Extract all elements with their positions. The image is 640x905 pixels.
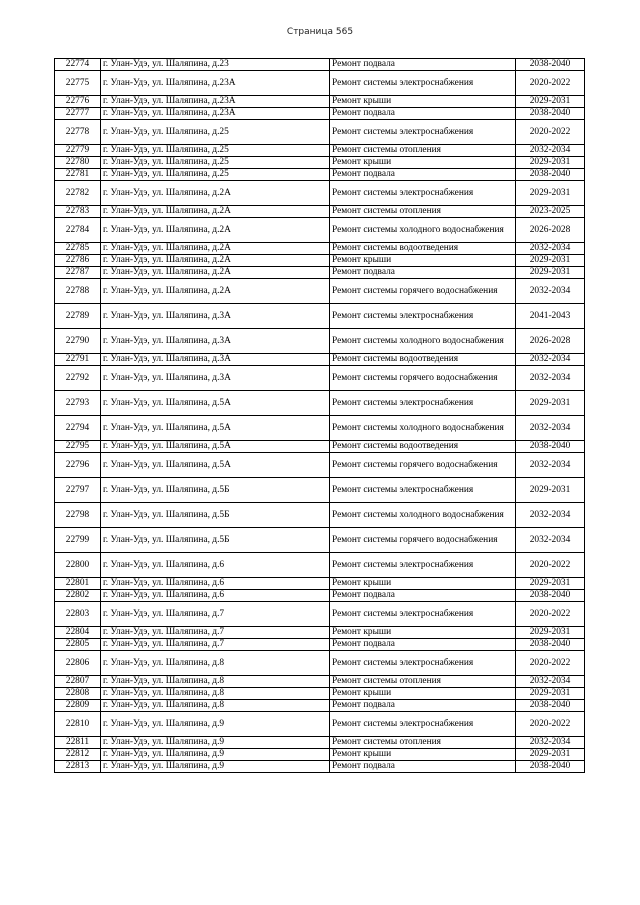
row-number: 22809	[55, 700, 101, 712]
row-period: 2029-2031	[516, 267, 585, 279]
row-address: г. Улан-Удэ, ул. Шаляпина, д.6	[101, 578, 330, 590]
row-period: 2029-2031	[516, 688, 585, 700]
row-number: 22794	[55, 416, 101, 441]
row-address: г. Улан-Удэ, ул. Шаляпина, д.2А	[101, 181, 330, 206]
row-period: 2029-2031	[516, 478, 585, 503]
row-work-type: Ремонт системы горячего водоснабжения	[330, 366, 516, 391]
row-work-type: Ремонт системы отопления	[330, 206, 516, 218]
row-number: 22813	[55, 761, 101, 773]
row-period: 2026-2028	[516, 218, 585, 243]
table-row	[55, 243, 585, 255]
table-row	[55, 602, 585, 627]
row-work-type: Ремонт системы электроснабжения	[330, 712, 516, 737]
row-address: г. Улан-Удэ, ул. Шаляпина, д.25	[101, 169, 330, 181]
row-period: 2026-2028	[516, 329, 585, 354]
row-number: 22779	[55, 145, 101, 157]
table-row	[55, 59, 585, 71]
row-work-type: Ремонт подвала	[330, 267, 516, 279]
row-number: 22801	[55, 578, 101, 590]
table-row	[55, 700, 585, 712]
row-address: г. Улан-Удэ, ул. Шаляпина, д.2А	[101, 279, 330, 304]
row-address: г. Улан-Удэ, ул. Шаляпина, д.23А	[101, 71, 330, 96]
table-row	[55, 578, 585, 590]
row-number: 22785	[55, 243, 101, 255]
table-row	[55, 120, 585, 145]
row-address: г. Улан-Удэ, ул. Шаляпина, д.5А	[101, 453, 330, 478]
table-row	[55, 304, 585, 329]
row-work-type: Ремонт системы горячего водоснабжения	[330, 453, 516, 478]
row-work-type: Ремонт крыши	[330, 578, 516, 590]
row-period: 2029-2031	[516, 391, 585, 416]
row-address: г. Улан-Удэ, ул. Шаляпина, д.9	[101, 712, 330, 737]
row-number: 22792	[55, 366, 101, 391]
row-address: г. Улан-Удэ, ул. Шаляпина, д.25	[101, 120, 330, 145]
table-row	[55, 749, 585, 761]
row-work-type: Ремонт системы отопления	[330, 676, 516, 688]
row-period: 2038-2040	[516, 59, 585, 71]
row-period: 2032-2034	[516, 737, 585, 749]
row-address: г. Улан-Удэ, ул. Шаляпина, д.2А	[101, 243, 330, 255]
row-period: 2038-2040	[516, 639, 585, 651]
row-period: 2029-2031	[516, 749, 585, 761]
table-row	[55, 96, 585, 108]
row-work-type: Ремонт подвала	[330, 169, 516, 181]
row-number: 22796	[55, 453, 101, 478]
row-number: 22800	[55, 553, 101, 578]
row-number: 22793	[55, 391, 101, 416]
row-number: 22791	[55, 354, 101, 366]
table-row	[55, 354, 585, 366]
row-number: 22806	[55, 651, 101, 676]
row-number: 22810	[55, 712, 101, 737]
row-period: 2038-2040	[516, 441, 585, 453]
works-table	[54, 58, 585, 773]
row-address: г. Улан-Удэ, ул. Шаляпина, д.23А	[101, 108, 330, 120]
row-address: г. Улан-Удэ, ул. Шаляпина, д.5Б	[101, 528, 330, 553]
row-work-type: Ремонт подвала	[330, 700, 516, 712]
table-row	[55, 366, 585, 391]
row-address: г. Улан-Удэ, ул. Шаляпина, д.7	[101, 602, 330, 627]
row-work-type: Ремонт системы горячего водоснабжения	[330, 279, 516, 304]
table-row	[55, 676, 585, 688]
table-row	[55, 590, 585, 602]
row-period: 2032-2034	[516, 354, 585, 366]
row-number: 22804	[55, 627, 101, 639]
row-period: 2032-2034	[516, 453, 585, 478]
row-address: г. Улан-Удэ, ул. Шаляпина, д.8	[101, 688, 330, 700]
table-row	[55, 688, 585, 700]
row-address: г. Улан-Удэ, ул. Шаляпина, д.9	[101, 749, 330, 761]
row-number: 22799	[55, 528, 101, 553]
page-header: Страница 565	[286, 27, 354, 37]
row-number: 22787	[55, 267, 101, 279]
table-row	[55, 651, 585, 676]
row-work-type: Ремонт системы холодного водоснабжения	[330, 416, 516, 441]
row-period: 2029-2031	[516, 627, 585, 639]
table-row	[55, 329, 585, 354]
row-work-type: Ремонт подвала	[330, 590, 516, 602]
works-table-body	[55, 59, 585, 773]
table-row	[55, 218, 585, 243]
table-row	[55, 279, 585, 304]
row-period: 2020-2022	[516, 553, 585, 578]
table-row	[55, 71, 585, 96]
row-period: 2038-2040	[516, 169, 585, 181]
row-address: г. Улан-Удэ, ул. Шаляпина, д.2А	[101, 255, 330, 267]
row-work-type: Ремонт системы электроснабжения	[330, 553, 516, 578]
row-address: г. Улан-Удэ, ул. Шаляпина, д.7	[101, 627, 330, 639]
row-address: г. Улан-Удэ, ул. Шаляпина, д.23А	[101, 96, 330, 108]
table-row	[55, 169, 585, 181]
row-number: 22790	[55, 329, 101, 354]
row-address: г. Улан-Удэ, ул. Шаляпина, д.3А	[101, 366, 330, 391]
row-period: 2032-2034	[516, 416, 585, 441]
row-address: г. Улан-Удэ, ул. Шаляпина, д.6	[101, 553, 330, 578]
row-work-type: Ремонт системы электроснабжения	[330, 181, 516, 206]
row-work-type: Ремонт подвала	[330, 761, 516, 773]
table-row	[55, 206, 585, 218]
row-number: 22777	[55, 108, 101, 120]
row-work-type: Ремонт системы водоотведения	[330, 354, 516, 366]
row-work-type: Ремонт подвала	[330, 59, 516, 71]
row-period: 2038-2040	[516, 700, 585, 712]
row-address: г. Улан-Удэ, ул. Шаляпина, д.5А	[101, 441, 330, 453]
table-row	[55, 267, 585, 279]
row-number: 22805	[55, 639, 101, 651]
table-row	[55, 478, 585, 503]
row-address: г. Улан-Удэ, ул. Шаляпина, д.6	[101, 590, 330, 602]
table-row	[55, 639, 585, 651]
row-address: г. Улан-Удэ, ул. Шаляпина, д.2А	[101, 206, 330, 218]
table-row	[55, 503, 585, 528]
row-address: г. Улан-Удэ, ул. Шаляпина, д.5А	[101, 391, 330, 416]
row-work-type: Ремонт системы горячего водоснабжения	[330, 528, 516, 553]
row-number: 22789	[55, 304, 101, 329]
row-number: 22783	[55, 206, 101, 218]
row-number: 22802	[55, 590, 101, 602]
row-address: г. Улан-Удэ, ул. Шаляпина, д.5Б	[101, 478, 330, 503]
row-number: 22812	[55, 749, 101, 761]
row-number: 22778	[55, 120, 101, 145]
table-row	[55, 761, 585, 773]
table-row	[55, 737, 585, 749]
row-address: г. Улан-Удэ, ул. Шаляпина, д.2А	[101, 267, 330, 279]
row-period: 2029-2031	[516, 181, 585, 206]
table-row	[55, 108, 585, 120]
row-number: 22803	[55, 602, 101, 627]
row-period: 2029-2031	[516, 578, 585, 590]
row-period: 2020-2022	[516, 651, 585, 676]
row-period: 2038-2040	[516, 761, 585, 773]
row-work-type: Ремонт крыши	[330, 157, 516, 169]
row-number: 22795	[55, 441, 101, 453]
row-period: 2038-2040	[516, 590, 585, 602]
row-period: 2032-2034	[516, 243, 585, 255]
row-number: 22788	[55, 279, 101, 304]
row-work-type: Ремонт системы электроснабжения	[330, 304, 516, 329]
row-address: г. Улан-Удэ, ул. Шаляпина, д.23	[101, 59, 330, 71]
row-number: 22811	[55, 737, 101, 749]
row-period: 2029-2031	[516, 96, 585, 108]
row-work-type: Ремонт системы электроснабжения	[330, 391, 516, 416]
row-work-type: Ремонт крыши	[330, 96, 516, 108]
row-period: 2032-2034	[516, 145, 585, 157]
row-work-type: Ремонт системы холодного водоснабжения	[330, 218, 516, 243]
row-period: 2032-2034	[516, 366, 585, 391]
row-period: 2020-2022	[516, 71, 585, 96]
row-period: 2038-2040	[516, 108, 585, 120]
row-address: г. Улан-Удэ, ул. Шаляпина, д.25	[101, 157, 330, 169]
row-address: г. Улан-Удэ, ул. Шаляпина, д.8	[101, 676, 330, 688]
row-address: г. Улан-Удэ, ул. Шаляпина, д.25	[101, 145, 330, 157]
row-address: г. Улан-Удэ, ул. Шаляпина, д.5А	[101, 416, 330, 441]
row-number: 22798	[55, 503, 101, 528]
row-number: 22797	[55, 478, 101, 503]
row-work-type: Ремонт системы холодного водоснабжения	[330, 329, 516, 354]
row-address: г. Улан-Удэ, ул. Шаляпина, д.8	[101, 651, 330, 676]
row-work-type: Ремонт системы электроснабжения	[330, 71, 516, 96]
row-work-type: Ремонт системы электроснабжения	[330, 478, 516, 503]
row-period: 2032-2034	[516, 528, 585, 553]
row-work-type: Ремонт системы холодного водоснабжения	[330, 503, 516, 528]
row-work-type: Ремонт крыши	[330, 688, 516, 700]
table-row	[55, 627, 585, 639]
row-period: 2020-2022	[516, 712, 585, 737]
row-address: г. Улан-Удэ, ул. Шаляпина, д.3А	[101, 354, 330, 366]
table-row	[55, 453, 585, 478]
table-row	[55, 712, 585, 737]
row-period: 2023-2025	[516, 206, 585, 218]
row-work-type: Ремонт системы отопления	[330, 145, 516, 157]
row-work-type: Ремонт системы электроснабжения	[330, 602, 516, 627]
table-row	[55, 255, 585, 267]
row-period: 2029-2031	[516, 157, 585, 169]
row-number: 22782	[55, 181, 101, 206]
row-work-type: Ремонт крыши	[330, 255, 516, 267]
row-work-type: Ремонт крыши	[330, 749, 516, 761]
table-row	[55, 553, 585, 578]
row-number: 22780	[55, 157, 101, 169]
row-address: г. Улан-Удэ, ул. Шаляпина, д.8	[101, 700, 330, 712]
row-address: г. Улан-Удэ, ул. Шаляпина, д.5Б	[101, 503, 330, 528]
row-address: г. Улан-Удэ, ул. Шаляпина, д.3А	[101, 329, 330, 354]
row-period: 2029-2031	[516, 255, 585, 267]
table-row	[55, 181, 585, 206]
row-period: 2032-2034	[516, 279, 585, 304]
table-row	[55, 157, 585, 169]
row-number: 22776	[55, 96, 101, 108]
row-number: 22774	[55, 59, 101, 71]
table-row	[55, 441, 585, 453]
row-address: г. Улан-Удэ, ул. Шаляпина, д.3А	[101, 304, 330, 329]
row-work-type: Ремонт системы отопления	[330, 737, 516, 749]
row-work-type: Ремонт системы электроснабжения	[330, 120, 516, 145]
row-number: 22775	[55, 71, 101, 96]
row-work-type: Ремонт подвала	[330, 639, 516, 651]
row-work-type: Ремонт системы электроснабжения	[330, 651, 516, 676]
row-number: 22808	[55, 688, 101, 700]
row-period: 2020-2022	[516, 120, 585, 145]
row-period: 2020-2022	[516, 602, 585, 627]
table-row	[55, 528, 585, 553]
row-period: 2041-2043	[516, 304, 585, 329]
row-work-type: Ремонт крыши	[330, 627, 516, 639]
row-period: 2032-2034	[516, 503, 585, 528]
row-address: г. Улан-Удэ, ул. Шаляпина, д.2А	[101, 218, 330, 243]
table-row	[55, 145, 585, 157]
table-row	[55, 391, 585, 416]
table-row	[55, 416, 585, 441]
row-work-type: Ремонт системы водоотведения	[330, 243, 516, 255]
row-number: 22786	[55, 255, 101, 267]
row-address: г. Улан-Удэ, ул. Шаляпина, д.9	[101, 761, 330, 773]
row-address: г. Улан-Удэ, ул. Шаляпина, д.9	[101, 737, 330, 749]
row-number: 22807	[55, 676, 101, 688]
row-number: 22784	[55, 218, 101, 243]
row-period: 2032-2034	[516, 676, 585, 688]
row-address: г. Улан-Удэ, ул. Шаляпина, д.7	[101, 639, 330, 651]
row-number: 22781	[55, 169, 101, 181]
row-work-type: Ремонт системы водоотведения	[330, 441, 516, 453]
row-work-type: Ремонт подвала	[330, 108, 516, 120]
